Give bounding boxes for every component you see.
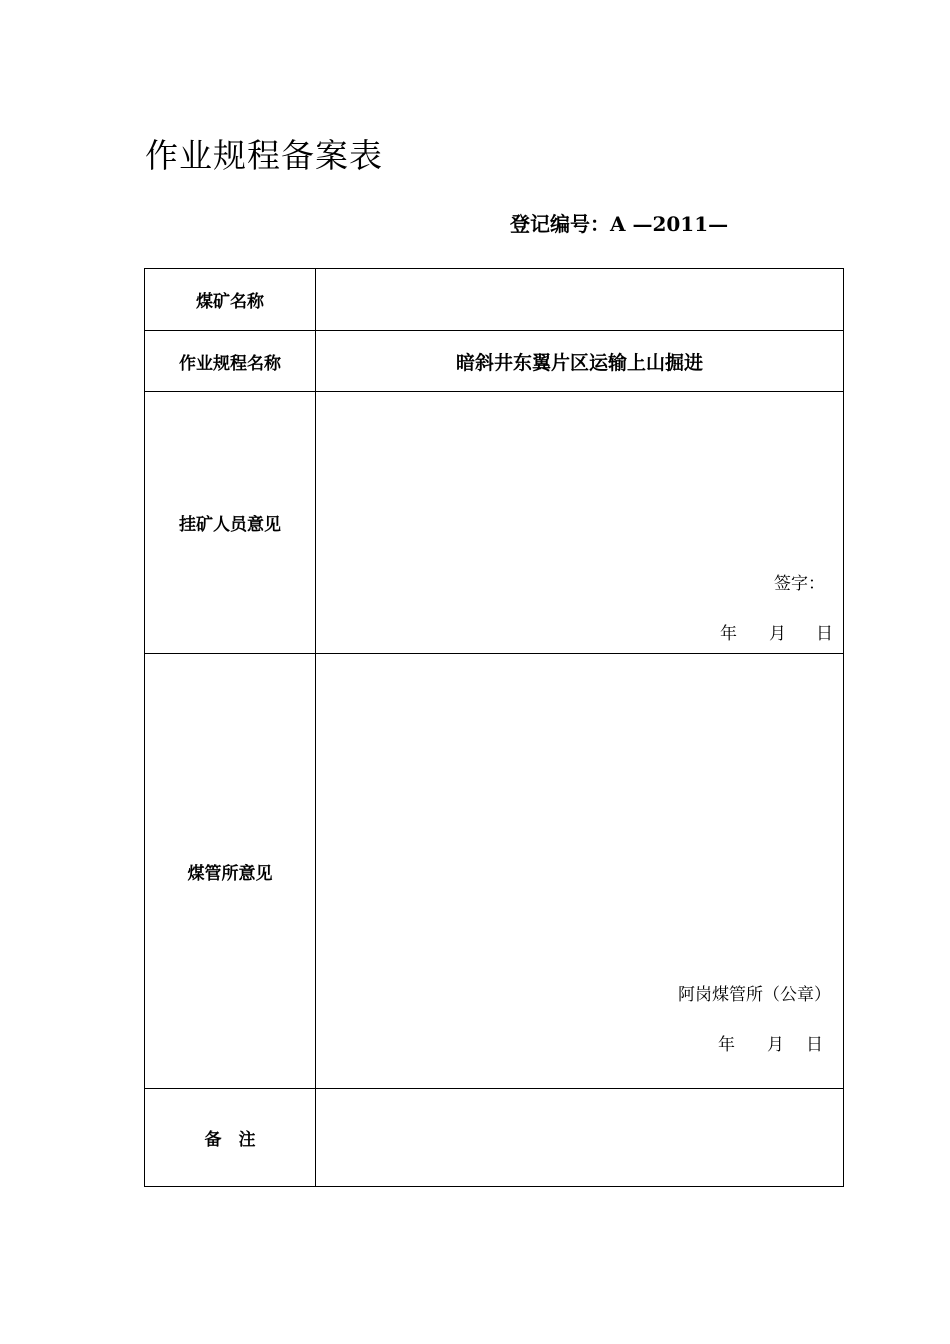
remarks-label: 备 注 — [145, 1089, 316, 1187]
date-month: 月 — [769, 624, 786, 644]
procedure-name-label: 作业规程名称 — [145, 331, 316, 392]
date-day: 日 — [806, 1035, 823, 1055]
filing-form-table — [144, 268, 844, 1187]
date-year: 年 — [720, 624, 737, 644]
row-procedure-name — [145, 331, 844, 392]
attached-staff-opinion-cell — [316, 392, 844, 654]
attached-staff-label: 挂矿人员意见 — [145, 392, 316, 654]
row-attached-staff — [145, 392, 844, 654]
attached-staff-date — [720, 619, 833, 644]
coal-office-date — [718, 1030, 823, 1055]
coal-office-seal: 阿岗煤管所（公章） — [678, 985, 831, 1005]
coal-office-label: 煤管所意见 — [145, 654, 316, 1089]
mine-name-value — [316, 269, 844, 331]
date-month: 月 — [767, 1035, 784, 1055]
mine-name-label: 煤矿名称 — [145, 269, 316, 331]
coal-office-opinion-cell — [316, 654, 844, 1089]
row-mine-name — [145, 269, 844, 331]
registration-number: 登记编号：A —2011— — [510, 212, 729, 236]
remarks-value — [316, 1089, 844, 1187]
date-day: 日 — [816, 624, 833, 644]
row-coal-office — [145, 654, 844, 1089]
row-remarks — [145, 1089, 844, 1187]
document-title: 作业规程备案表 — [145, 136, 383, 175]
date-year: 年 — [718, 1035, 735, 1055]
attached-staff-signature: 签字： — [774, 574, 825, 594]
procedure-name-value: 暗斜井东翼片区运输上山掘进 — [316, 331, 844, 392]
